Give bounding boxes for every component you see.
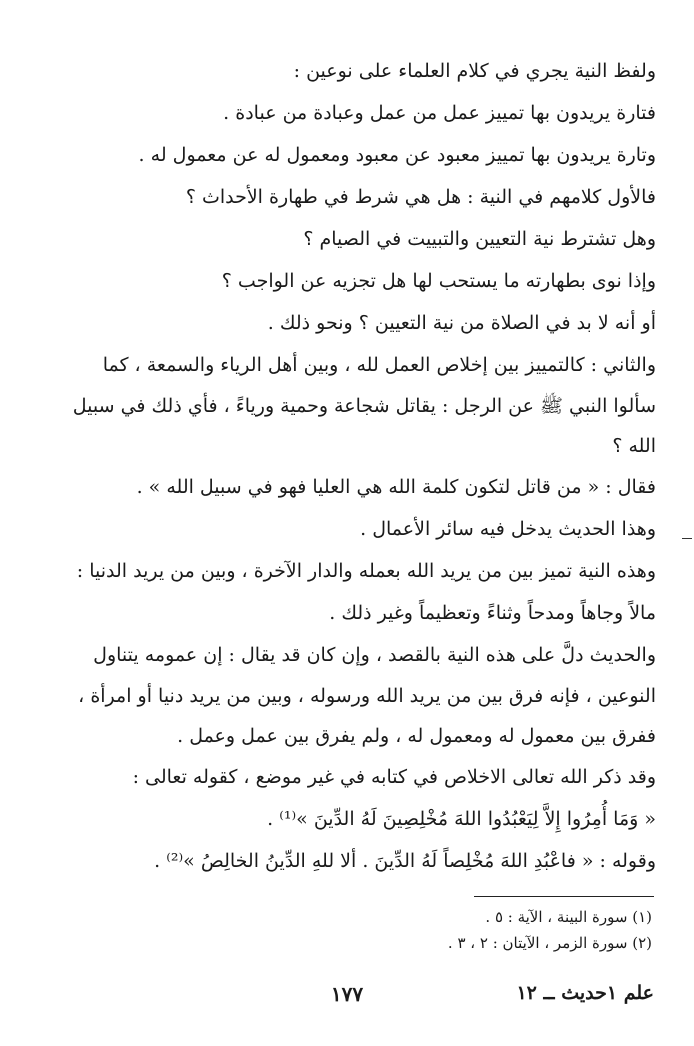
text-line: وهذه النية تميز بين من يريد الله بعمله والدار الآخرة ، وبين من يريد الدنيا : — [76, 560, 656, 582]
text-line: الله ؟ — [612, 435, 656, 457]
text-line: سألوا النبي ﷺ عن الرجل : يقاتل شجاعة وحمية ورياءً ، فأي ذلك في سبيل — [72, 395, 656, 417]
text-line: النوعين ، فإنه فرق بين من يريد الله ورسوله ، وبين من يريد دنيا أو امرأة ، — [78, 685, 656, 707]
text-line: ولفظ النية يجري في كلام العلماء على نوعين : — [293, 60, 656, 82]
text-line: والثاني : كالتمييز بين إخلاص العمل لله ، وبين أهل الرياء والسمعة ، كما — [102, 354, 656, 376]
page-number: ١٧٧ — [330, 982, 364, 1006]
text-line: ففرق بين معمول له ومعمول له ، ولم يفرق بين عمل وعمل . — [177, 725, 656, 747]
text-line: وهذا الحديث يدخل فيه سائر الأعمال . — [360, 518, 656, 540]
text-line: فقال : « من قاتل لتكون كلمة الله هي العليا فهو في سبيل الله » . — [136, 476, 656, 498]
footnote-1: (١) سورة البينة ، الآية : ٥ . — [485, 908, 652, 926]
footnote-2: (٢) سورة الزمر ، الآيتان : ٢ ، ٣ . — [447, 934, 652, 952]
text-line: فتارة يريدون بها تمييز عمل من عمل وعبادة من عبادة . — [223, 102, 656, 124]
text-line: وقد ذكر الله تعالى الاخلاص في كتابه في غير موضع ، كقوله تعالى : — [132, 766, 656, 788]
text-line: والحديث دلَّ على هذه النية بالقصد ، وإن كان قد يقال : إن عمومه يتناول — [93, 644, 656, 666]
quran-verse: « وَمَا أُمِرُوا إِلاَّ لِيَعْبُدُوا اللهَ مُخْلِصِينَ لَهُ الدِّينَ »⁽¹⁾ . — [267, 808, 656, 830]
footnote-rule — [474, 896, 654, 897]
text-line: وتارة يريدون بها تمييز معبود عن معبود ومعمول له عن معمول له . — [138, 144, 656, 166]
text-line: مالاً وجاهاً ومدحاً وثناءً وتعظيماً وغير ذلك . — [329, 602, 656, 624]
book-title: علم ١حديث ــ ١٢ — [516, 982, 654, 1004]
page-footer — [40, 982, 654, 1016]
text-line: وهل تشترط نية التعيين والتبييت في الصيام ؟ — [303, 228, 656, 250]
footnotes — [52, 904, 652, 956]
text-line: وإذا نوى بطهارته ما يستحب لها هل تجزيه عن الواجب ؟ — [221, 270, 656, 292]
text-line: فالأول كلامهم في النية : هل هي شرط في طهارة الأحداث ؟ — [185, 186, 656, 208]
quran-verse: وقوله : « فاعْبُدِ اللهَ مُخْلِصاً لَهُ الدِّينَ . ألا للهِ الدِّينُ الخالِصُ »⁽²⁾ . — [154, 850, 656, 872]
text-line: أو أنه لا بد في الصلاة من نية التعيين ؟ ونحو ذلك . — [267, 312, 656, 334]
main-text — [44, 50, 656, 882]
margin-mark — [682, 538, 692, 539]
